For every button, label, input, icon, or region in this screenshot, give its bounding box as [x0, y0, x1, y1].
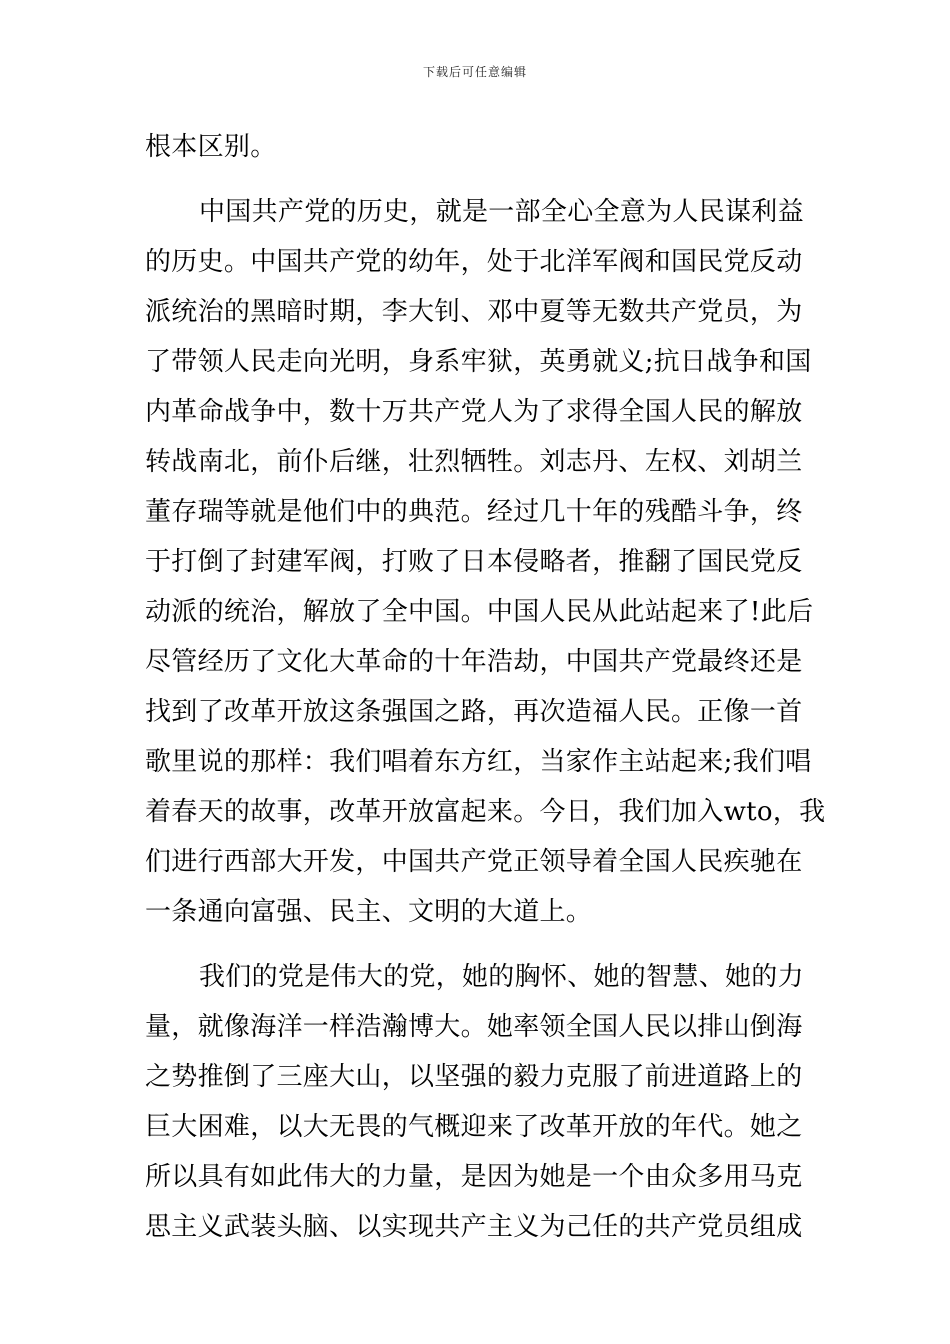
text-line: 了带领人民走向光明，身系牢狱，英勇就义;抗日战争和国	[145, 347, 812, 377]
text-line: 所以具有如此伟大的力量，是因为她是一个由众多用马克	[145, 1162, 803, 1192]
text-line: 根本区别。	[145, 132, 277, 162]
text-line: 歌里说的那样：我们唱着东方红，当家作主站起来;我们唱	[145, 747, 812, 777]
text-line: 着春天的故事，改革开放富起来。今日，我们加入wto，我	[145, 797, 826, 827]
document-body	[145, 122, 826, 1252]
text-line: 思主义武装头脑、以实现共产主义为己任的共产党员组成	[145, 1212, 803, 1242]
text-line: 中国共产党的历史，就是一部全心全意为人民谋利益	[199, 197, 804, 227]
text-line: 于打倒了封建军阀，打败了日本侵略者，推翻了国民党反	[145, 547, 803, 577]
text-line: 巨大困难，以大无畏的气概迎来了改革开放的年代。她之	[145, 1112, 803, 1142]
paragraph	[145, 187, 826, 937]
text-line: 的历史。中国共产党的幼年，处于北洋军阀和国民党反动	[145, 247, 803, 277]
text-line: 一条通向富强、民主、文明的大道上。	[145, 897, 593, 927]
text-line: 内革命战争中，数十万共产党人为了求得全国人民的解放	[145, 397, 803, 427]
text-line: 之势推倒了三座大山，以坚强的毅力克服了前进道路上的	[145, 1062, 803, 1092]
paragraph	[145, 122, 807, 172]
paragraph-gap	[145, 937, 807, 952]
text-line: 我们的党是伟大的党，她的胸怀、她的智慧、她的力	[199, 962, 804, 992]
text-line: 尽管经历了文化大革命的十年浩劫，中国共产党最终还是	[145, 647, 803, 677]
text-line: 转战南北，前仆后继，壮烈牺牲。刘志丹、左权、刘胡兰	[145, 447, 803, 477]
text-line: 动派的统治，解放了全中国。中国人民从此站起来了!此后	[145, 597, 814, 627]
page-header: 下载后可任意编辑	[422, 65, 527, 79]
text-line: 量，就像海洋一样浩瀚博大。她率领全国人民以排山倒海	[145, 1012, 803, 1042]
text-line: 董存瑞等就是他们中的典范。经过几十年的残酷斗争，终	[145, 497, 803, 527]
paragraph	[145, 952, 807, 1252]
text-line: 派统治的黑暗时期，李大钊、邓中夏等无数共产党员，为	[145, 297, 803, 327]
text-line: 们进行西部大开发，中国共产党正领导着全国人民疾驰在	[145, 847, 803, 877]
paragraph-gap	[145, 172, 807, 187]
text-line: 找到了改革开放这条强国之路，再次造福人民。正像一首	[145, 697, 803, 727]
